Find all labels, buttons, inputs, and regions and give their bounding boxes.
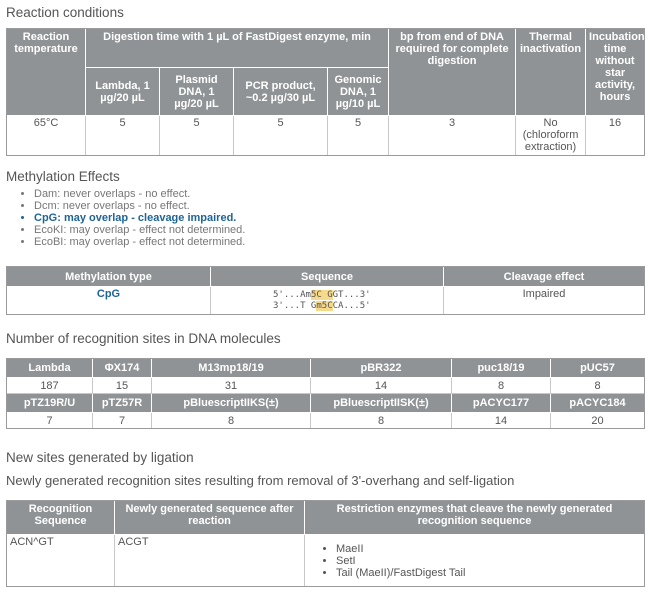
reaction-conditions-title: Reaction conditions — [6, 5, 124, 20]
header-lambda: Lambda, 1 µg/20 µL — [86, 68, 160, 116]
cell-pcr: 5 — [234, 116, 328, 156]
header-digestion-time: Digestion time with 1 µL of FastDigest enzyme, min — [86, 29, 389, 68]
methylation-title: Methylation Effects — [6, 169, 120, 184]
header-ptz19r-u: pTZ19R/U — [7, 394, 93, 413]
cell-temperature: 65°C — [7, 116, 86, 156]
methylation-list — [6, 188, 245, 248]
table-cell: 20 — [551, 413, 645, 429]
header-methylation-type: Methylation type — [7, 267, 211, 287]
reaction-conditions-table — [6, 28, 645, 156]
header-m13mp18-19: M13mp18/19 — [152, 359, 311, 378]
list-item: • EcoKI: may overlap - effect not determined. — [34, 224, 245, 236]
header-phix174: ΦX174 — [93, 359, 152, 378]
table-cell: 7 — [93, 413, 152, 429]
list-item: • CpG: may overlap - cleavage impaired. — [34, 212, 245, 224]
cell-bp: 3 — [389, 116, 516, 156]
enzyme-list — [308, 535, 641, 579]
header-ptz57r: pTZ57R — [93, 394, 152, 413]
methylation-table — [6, 266, 645, 315]
table-cell: 8 — [551, 378, 645, 394]
header-genomic-dna: Genomic DNA, 1 µg/10 µL — [328, 68, 389, 116]
table-cell: 31 — [152, 378, 311, 394]
cell-new-sequence: ACGT — [115, 535, 305, 587]
header-enzymes: Restriction enzymes that cleave the newly generated recognition sequence — [305, 501, 645, 535]
header-puc18-19: puc18/19 — [452, 359, 551, 378]
cell-genomic: 5 — [328, 116, 389, 156]
header-pacyc177: pACYC177 — [452, 394, 551, 413]
header-new-sequence: Newly generated sequence after reaction — [115, 501, 305, 535]
header-incubation-time: Incubation time without star activity, hours — [586, 29, 645, 116]
list-item: • MaeII — [336, 543, 641, 555]
list-item: • SetI — [336, 555, 641, 567]
ligation-table — [6, 500, 645, 587]
header-recognition-sequence: Recognition Sequence — [7, 501, 115, 535]
table-cell: 14 — [452, 413, 551, 429]
recognition-sites-table — [6, 358, 645, 429]
list-item: • EcoBI: may overlap - effect not determined. — [34, 236, 245, 248]
header-lambda-sites: Lambda — [7, 359, 93, 378]
cell-incubation: 16 — [586, 116, 645, 156]
header-pcr-product: PCR product, ~0.2 µg/30 µL — [234, 68, 328, 116]
cell-plasmid: 5 — [160, 116, 234, 156]
header-plasmid-dna: Plasmid DNA, 1 µg/20 µL — [160, 68, 234, 116]
header-bp-from-end: bp from end of DNA required for complete digestion — [389, 29, 516, 116]
header-thermal-inactivation: Thermal inactivation — [516, 29, 586, 116]
header-pbluescript-iisk: pBluescriptIISK(±) — [311, 394, 452, 413]
header-pbr322: pBR322 — [311, 359, 452, 378]
header-puc57: pUC57 — [551, 359, 645, 378]
ligation-subtitle: Newly generated recognition sites resulting from removal of 3'-overhang and self-ligation — [6, 473, 515, 488]
cell-recognition-sequence: ACN^GT — [7, 535, 115, 587]
cell-cleavage-effect: Impaired — [444, 287, 645, 315]
list-item: • Dam: never overlaps - no effect. — [34, 188, 245, 200]
cell-sequence — [211, 287, 444, 315]
table-cell: 7 — [7, 413, 93, 429]
table-cell: 8 — [311, 413, 452, 429]
list-item: • Dcm: never overlaps - no effect. — [34, 200, 245, 212]
cell-enzymes — [305, 535, 645, 587]
table-cell: 14 — [311, 378, 452, 394]
sequence-line-top: 5'...Am5C GGT...3' — [273, 289, 371, 300]
header-pbluescript-iiks: pBluescriptIIKS(±) — [152, 394, 311, 413]
table-cell: 15 — [93, 378, 152, 394]
sequence-line-bottom: 3'...T Gm5CCA...5' — [273, 300, 371, 311]
cell-lambda: 5 — [86, 116, 160, 156]
cell-methylation-type: CpG — [7, 287, 211, 315]
cell-thermal: No (chloroform extraction) — [516, 116, 586, 156]
header-sequence: Sequence — [211, 267, 444, 287]
table-cell: 8 — [452, 378, 551, 394]
header-pacyc184: pACYC184 — [551, 394, 645, 413]
list-item: • Tail (MaeII)/FastDigest Tail — [336, 567, 641, 579]
recognition-sites-title: Number of recognition sites in DNA molecules — [6, 331, 281, 346]
header-cleavage-effect: Cleavage effect — [444, 267, 645, 287]
ligation-title: New sites generated by ligation — [6, 450, 194, 465]
header-reaction-temperature: Reaction temperature — [7, 29, 86, 116]
table-cell: 187 — [7, 378, 93, 394]
table-cell: 8 — [152, 413, 311, 429]
